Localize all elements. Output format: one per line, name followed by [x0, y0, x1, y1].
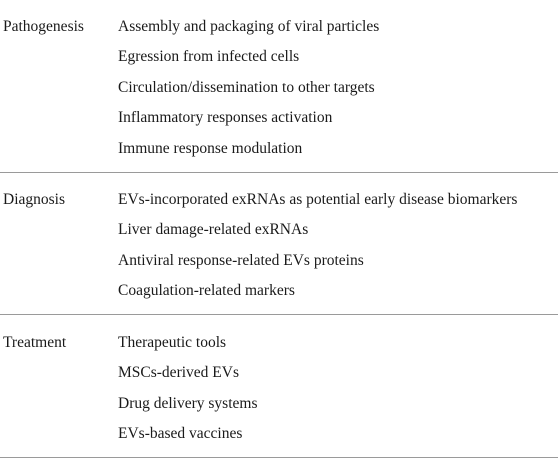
- list-item: EVs-based vaccines: [118, 425, 243, 442]
- list-item: Coagulation-related markers: [118, 282, 295, 299]
- list-item: Antiviral response-related EVs proteins: [118, 252, 364, 269]
- list-item: Circulation/dissemination to other targets: [118, 79, 375, 96]
- row-divider: [0, 172, 558, 173]
- list-item: MSCs-derived EVs: [118, 364, 239, 381]
- category-pathogenesis: Pathogenesis: [3, 18, 84, 35]
- list-item: Inflammatory responses activation: [118, 109, 333, 126]
- row-divider: [0, 314, 558, 315]
- list-item: Assembly and packaging of viral particles: [118, 18, 380, 35]
- category-treatment: Treatment: [3, 334, 67, 351]
- list-item: Liver damage-related exRNAs: [118, 221, 309, 238]
- table-bottom-rule: [0, 457, 558, 458]
- list-item: Egression from infected cells: [118, 48, 300, 65]
- list-item: EVs-incorporated exRNAs as potential early disease biomarkers: [118, 191, 518, 208]
- list-item: Immune response modulation: [118, 140, 303, 157]
- list-item: Drug delivery systems: [118, 395, 258, 412]
- category-diagnosis: Diagnosis: [3, 191, 65, 208]
- list-item: Therapeutic tools: [118, 334, 227, 351]
